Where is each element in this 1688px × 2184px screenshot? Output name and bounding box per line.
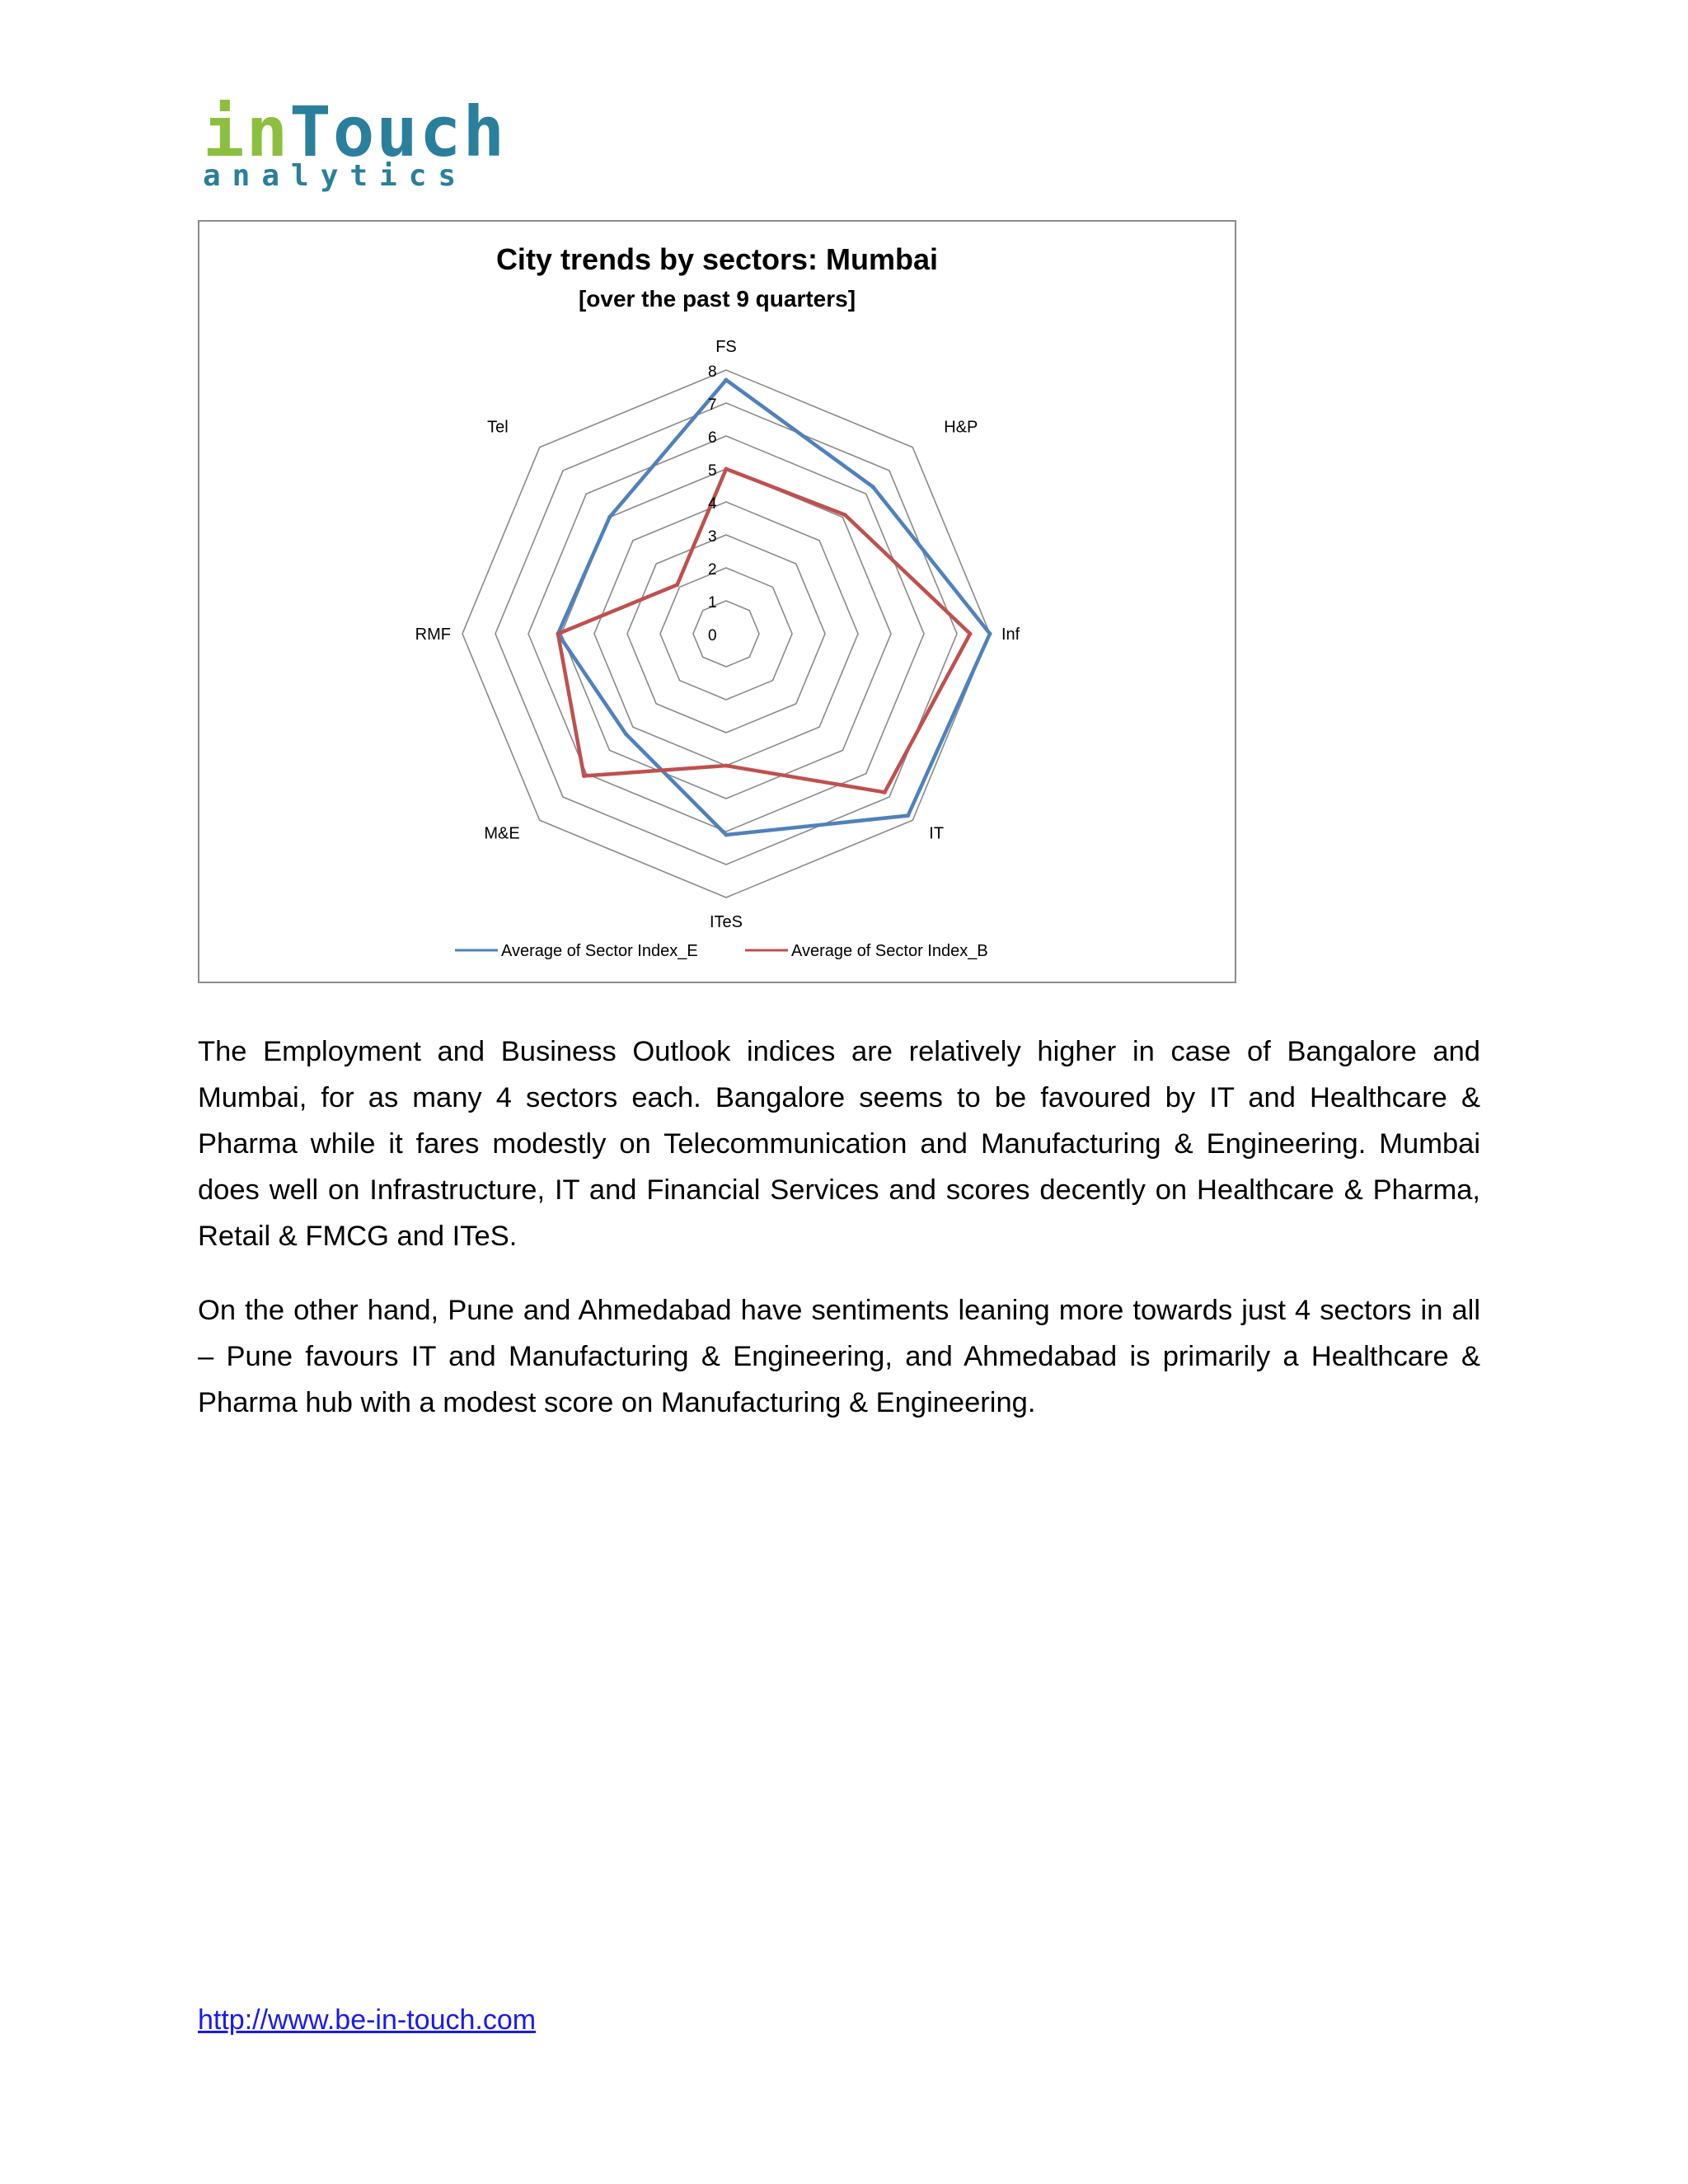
category-label-Inf: Inf xyxy=(1001,626,1020,644)
category-label-RMF: RMF xyxy=(415,626,451,644)
series-2-point-Inf xyxy=(968,632,973,636)
category-label-ITeS: ITeS xyxy=(709,913,743,931)
series-1-point-Inf xyxy=(988,632,992,636)
radar-chart-frame xyxy=(198,220,1236,983)
grid-ring-6 xyxy=(528,436,924,832)
body-text xyxy=(198,1029,1480,1454)
category-label-FS: FS xyxy=(715,338,737,356)
category-label-H&P: H&P xyxy=(944,418,978,437)
series-2-point-FS xyxy=(724,467,729,471)
grid-ring-8 xyxy=(462,370,990,898)
series-2-point-ITeS xyxy=(724,764,729,768)
series-1-point-ITeS xyxy=(724,833,729,837)
series-1-point-H&P xyxy=(871,485,875,489)
logo-wordmark xyxy=(203,91,507,172)
grid-ring-2 xyxy=(660,568,792,700)
series-2-point-Tel xyxy=(675,583,679,587)
legend-label-1: Average of Sector Index_E xyxy=(501,942,698,960)
series-2-point-RMF xyxy=(556,632,560,636)
series-1-point-FS xyxy=(724,378,729,382)
series-1-point-IT xyxy=(906,813,910,818)
paragraph-1: The Employment and Business Outlook indices are relatively higher in case of Bangalore and Mumbai, for as many 4 sectors each. Bangalore seems to be favoured by IT and Healthcare & Pharma while it fares modestly on Telecommunication and Manufacturing & Engineering. Mumbai does well on Infrastructure, IT and Financial Services and scores decently on Healthcare & Pharma, Retail & FMCG and ITeS. xyxy=(198,1036,1480,1252)
logo-subtitle: analytics xyxy=(203,159,468,193)
tick-label-1: 1 xyxy=(708,594,717,612)
series-1-point-M&E xyxy=(624,732,628,736)
tick-label-2: 2 xyxy=(708,561,717,579)
radar-grid xyxy=(462,370,990,898)
chart-title: City trends by sectors: Mumbai xyxy=(495,242,939,276)
category-label-Tel: Tel xyxy=(487,418,509,437)
grid-ring-1 xyxy=(693,601,759,667)
tick-label-8: 8 xyxy=(708,363,717,381)
tick-label-5: 5 xyxy=(708,462,717,480)
category-label-M&E: M&E xyxy=(484,824,520,843)
category-label-IT: IT xyxy=(929,824,945,843)
logo-main-text: Touch xyxy=(289,91,507,172)
logo-accent-text: in xyxy=(203,91,290,172)
paragraph-2: On the other hand, Pune and Ahmedabad have sentiments leaning more towards just 4 sectors in all – Pune favours IT and Manufacturing & Engineering, and Ahmedabad is primarily a Healthcare & Pharma hub with a modest score on Manufacturing & Engineering. xyxy=(198,1295,1480,1418)
website-link[interactable]: http://www.be-in-touch.com xyxy=(198,2004,537,2036)
series-1-point-Tel xyxy=(607,515,612,519)
legend-label-2: Average of Sector Index_B xyxy=(791,942,988,960)
tick-label-4: 4 xyxy=(708,495,717,513)
grid-ring-4 xyxy=(594,502,858,766)
chart-subtitle: [over the past 9 quarters] xyxy=(578,286,856,312)
tick-label-6: 6 xyxy=(708,429,717,447)
intouch-logo xyxy=(203,91,507,193)
radar-labels xyxy=(415,338,1020,931)
tick-label-0: 0 xyxy=(708,627,717,644)
series-2-point-IT xyxy=(883,790,887,794)
grid-ring-3 xyxy=(627,535,825,733)
radar-chart xyxy=(199,222,1235,982)
tick-label-3: 3 xyxy=(708,528,717,546)
series-2-point-M&E xyxy=(582,774,586,778)
tick-label-7: 7 xyxy=(708,396,717,414)
series-2-point-H&P xyxy=(843,513,847,517)
chart-legend xyxy=(455,942,988,960)
